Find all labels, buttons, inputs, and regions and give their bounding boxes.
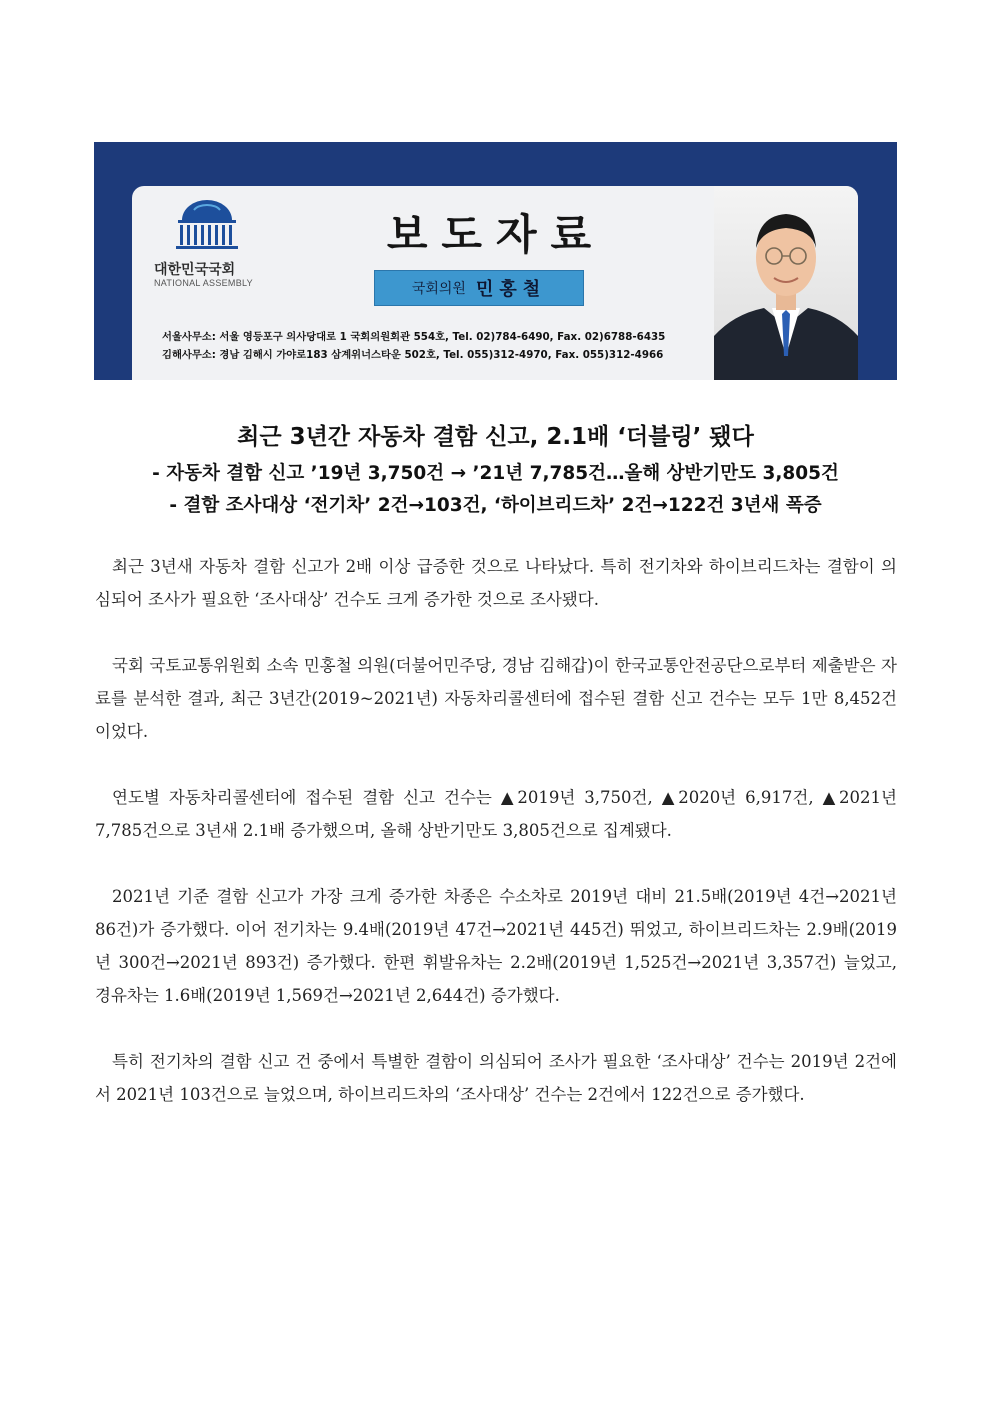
member-portrait-photo — [714, 186, 858, 380]
member-nameplate — [374, 270, 584, 306]
member-name: 민홍철 — [475, 279, 547, 300]
paragraph-5: 특히 전기차의 결함 신고 건 중에서 특별한 결함이 의심되어 조사가 필요한 ‘조사대상’ 건수는 2019년 2건에서 2021년 103건으로 늘었으며, 하이브리드차의 ‘조사대상’ 건수는 2건에서 122건으로 증가했다. — [95, 1052, 897, 1104]
member-label: 국회의원 — [411, 281, 466, 297]
office-gimhae: 김해사무소: 경남 김해시 가야로183 삼계위너스타운 502호, Tel. 055)312-4970, Fax. 055)312-4966 — [162, 349, 664, 361]
national-assembly-logo — [150, 200, 270, 290]
office-seoul: 서울사무소: 서울 영등포구 의사당대로 1 국회의원회관 554호, Tel. 02)784-6490, Fax. 02)6788-6435 — [162, 331, 666, 343]
banner-card — [132, 186, 858, 380]
paragraph-4: 2021년 기준 결함 신고가 가장 크게 증가한 차종은 수소차로 2019년 대비 21.5배(2019년 4건→2021년 86건)가 증가했다. 이어 전기차는 9.4배(2019년 47건→2021년 445건) 뛰었고, 하이브리드차는 2.9배(2019년 300건→2021년 893건) 증가했다. 한편 휘발유차는 2.2배(2019년 1,525건→2021년 3,357건) 늘었고, 경유차는 1.6배(2019년 1,569건→2021년 2,644건) 증가했다. — [95, 887, 897, 1005]
office-info — [162, 328, 742, 364]
paragraph-1: 최근 3년새 자동차 결함 신고가 2배 이상 급증한 것으로 나타났다. 특히 전기차와 하이브리드차는 결함이 의심되어 조사가 필요한 ‘조사대상’ 건수도 크게 증가한 것으로 조사됐다. — [95, 557, 897, 609]
paragraph-2: 국회 국토교통위원회 소속 민홍철 의원(더불어민주당, 경남 김해갑)이 한국교통안전공단으로부터 제출받은 자료를 분석한 결과, 최근 3년간(2019~2021년) 자동차리콜센터에 접수된 결함 신고 건수는 모두 1만 8,452건이었다. — [95, 656, 897, 741]
press-release-title: 보도자료 — [386, 210, 606, 259]
article-body — [95, 550, 897, 1144]
subheadline-2: - 결함 조사대상 ‘전기차’ 2건→103건, ‘하이브리드차’ 2건→122건 3년새 폭증 — [169, 495, 822, 516]
paragraph-3: 연도별 자동차리콜센터에 접수된 결함 신고 건수는 ▲2019년 3,750건, ▲2020년 6,917건, ▲2021년 7,785건으로 3년새 2.1배 증가했으며, 올해 상반기만도 3,805건으로 집계됐다. — [95, 788, 897, 840]
press-release-banner — [94, 142, 897, 380]
subheadline-1: - 자동차 결함 신고 ’19년 3,750건 → ’21년 7,785건…올해 상반기만도 3,805건 — [152, 463, 839, 484]
headline: 최근 3년간 자동차 결함 신고, 2.1배 ‘더블링’ 됐다 — [237, 424, 754, 450]
assembly-dome-icon — [164, 200, 250, 254]
logo-korean-text: 대한민국국회 — [154, 262, 236, 278]
logo-english-text: NATIONAL ASSEMBLY — [154, 278, 253, 288]
